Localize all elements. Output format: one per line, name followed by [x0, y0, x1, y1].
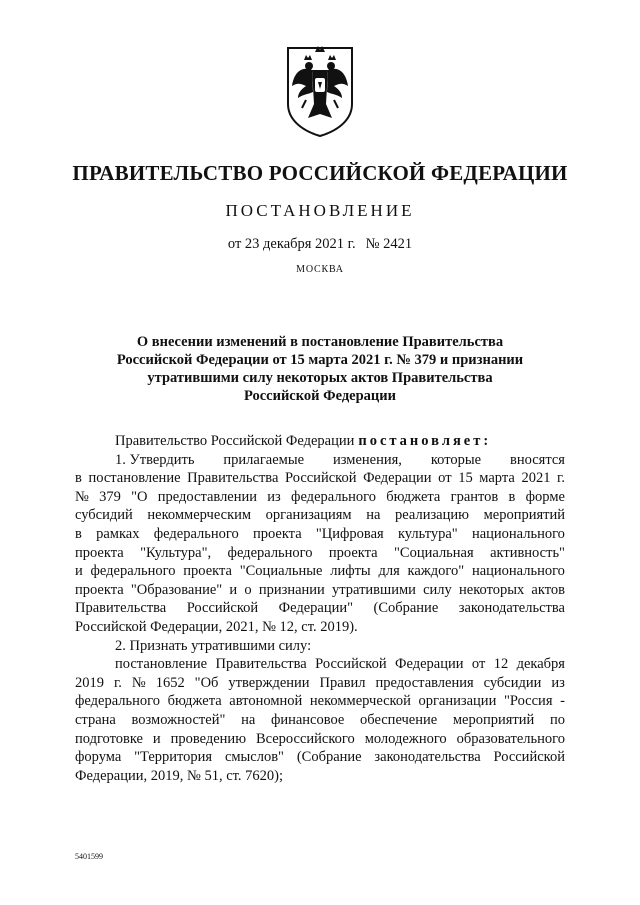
body-text-segment: проекта "Образование" и о признании утратившими силу некоторых актов — [75, 581, 565, 598]
preamble — [75, 432, 565, 451]
heading-line: О внесении изменений в постановление Правительства — [136, 334, 504, 350]
city: МОСКВА — [296, 264, 344, 275]
body-line — [75, 581, 565, 600]
government-title: ПРАВИТЕЛЬСТВО РОССИЙСКОЙ ФЕДЕРАЦИИ — [72, 161, 568, 185]
body-text-segment: вносятся — [510, 451, 565, 468]
body-line — [75, 637, 565, 656]
body-line — [75, 525, 565, 544]
body-text-segment: федерального бюджета автономной некоммерческой организации "Россия - — [75, 693, 565, 710]
body-text-segment: в рамках федерального проекта "Цифровая культура" национального — [75, 525, 565, 542]
body-text-segment: Правительства Российской Федерации" (Собрание законодательства — [75, 600, 565, 617]
body-line — [75, 506, 565, 525]
body-text-segment: подготовке и проведению Всероссийского молодежного образовательного — [75, 730, 565, 747]
preamble-verb: постановляет: — [358, 433, 492, 449]
heading-line: Российской Федерации — [243, 388, 396, 404]
document-date: от 23 декабря 2021 г. — [227, 236, 356, 252]
body-line — [75, 488, 565, 507]
body-line — [75, 767, 565, 786]
body-text-segment: которые — [430, 451, 482, 468]
body-line — [75, 544, 565, 563]
document-type: ПОСТАНОВЛЕНИЕ — [225, 201, 415, 220]
body-text-segment: 1. Утвердить — [115, 451, 195, 468]
body-text-segment: Федерации, 2019, № 51, ст. 7620); — [75, 767, 283, 784]
body-line — [75, 562, 565, 581]
body-text-segment: постановление Правительства Российской Федерации от 12 декабря — [115, 656, 565, 673]
body-line — [75, 692, 565, 711]
body-text-segment: № 379 "О предоставлении из федерального бюджета грантов в форме — [75, 488, 565, 505]
body-text-segment: форума "Территория смыслов" (Собрание законодательства Российской — [75, 749, 565, 766]
body-text-segment: 2. Признать утратившими силу: — [115, 637, 312, 654]
body-line — [75, 451, 565, 470]
body-text-segment: в постановление Правительства Российской Федерации от 15 марта 2021 г. — [75, 470, 565, 487]
document-body — [75, 432, 565, 785]
body-text-segment: 2019 г. № 1652 "Об утверждении Правил предоставления субсидии из — [75, 674, 565, 691]
body-text-segment: изменения, — [332, 451, 402, 468]
body-text-segment: и федерального проекта "Социальные лифты для каждого" национального — [75, 563, 565, 580]
body-line — [75, 674, 565, 693]
body-line — [75, 618, 565, 637]
heading-line: утратившими силу некоторых актов Правительства — [147, 370, 493, 386]
body-text-segment: Российской Федерации, 2021, № 12, ст. 2019). — [75, 618, 358, 635]
date-line — [0, 236, 640, 253]
body-line — [75, 599, 565, 618]
body-text-segment: прилагаемые — [223, 451, 305, 468]
document-code: 5401599 — [75, 852, 103, 861]
body-line — [75, 711, 565, 730]
body-text-segment: страна возможностей" на финансовое обеспечение мероприятий по — [75, 711, 565, 728]
body-line — [75, 655, 565, 674]
document-number: № 2421 — [365, 236, 413, 252]
body-text-segment: проекта "Культура", федерального проекта "Социальная активность" — [75, 544, 565, 561]
body-line — [75, 730, 565, 749]
document-heading — [90, 333, 550, 405]
body-lines — [75, 451, 565, 786]
body-text-segment: субсидий некоммерческим организациям на реализацию мероприятий — [75, 507, 565, 524]
heading-line: Российской Федерации от 15 марта 2021 г. № 379 и признании — [116, 352, 524, 368]
body-line — [75, 469, 565, 488]
preamble-text: Правительство Российской Федерации — [115, 433, 355, 449]
state-emblem-icon — [282, 42, 358, 138]
body-line — [75, 748, 565, 767]
